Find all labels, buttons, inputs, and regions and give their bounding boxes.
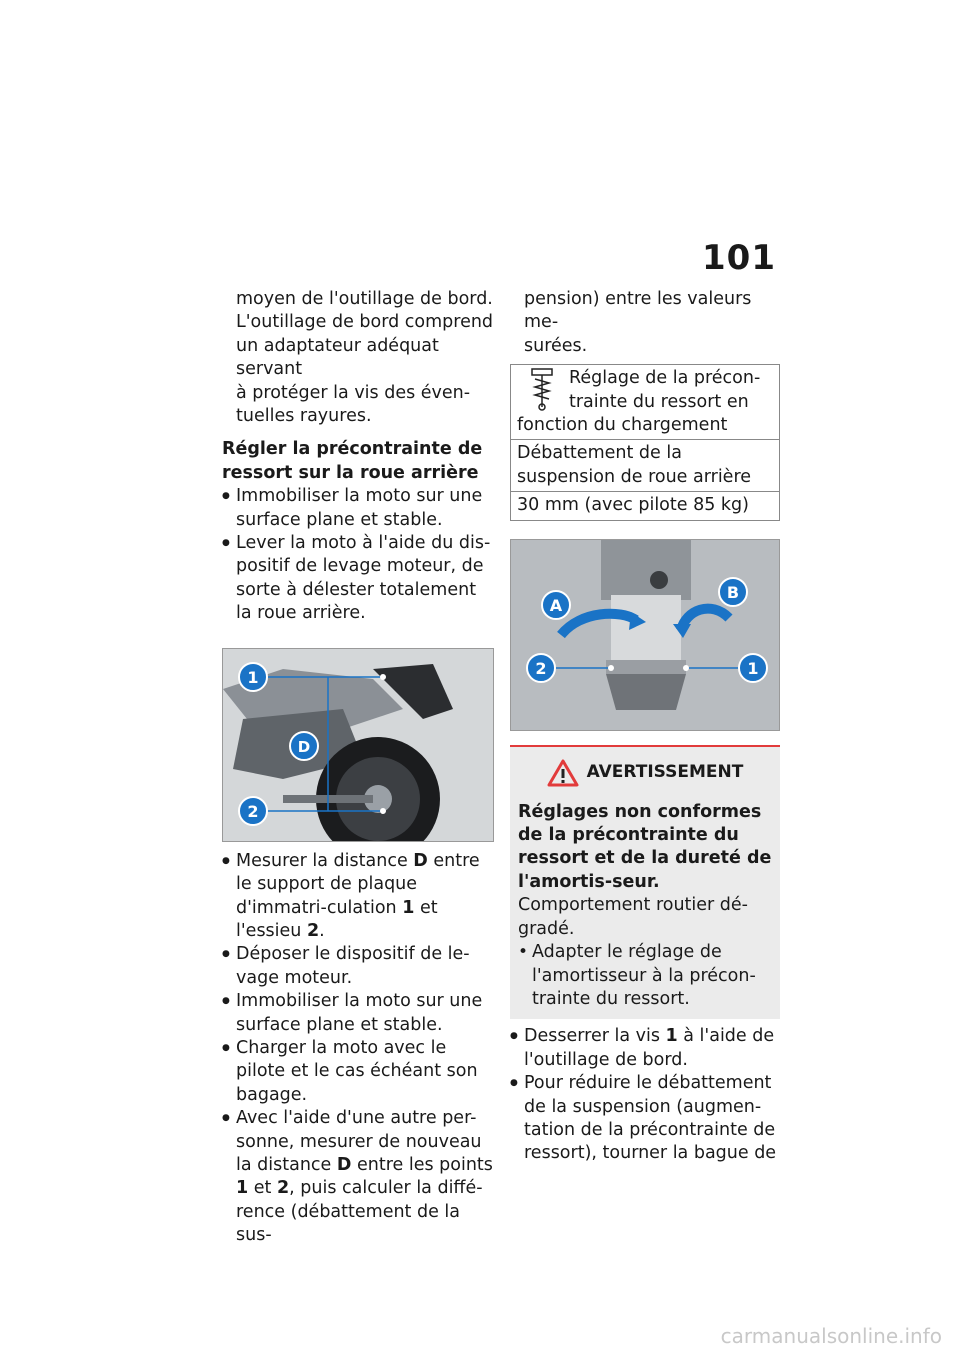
footer-watermark: carmanualsonline.info (720, 1324, 942, 1348)
list-item: ● Pour réduire le débattement de la suspension (augmen-tation de la précontrainte de ressort), tourner la bague de (510, 1072, 780, 1166)
svg-text:A: A (549, 595, 563, 615)
shock-absorber-photo (510, 539, 780, 731)
spec-row-travel: Débattement de la suspension de roue arrière (511, 440, 780, 492)
left-column (222, 288, 494, 1248)
label-1-badge (739, 654, 767, 682)
warning-box (510, 745, 780, 1020)
label-a-badge (542, 591, 570, 619)
warning-consequence: Comportement routier dé-gradé. (518, 895, 748, 939)
warning-actions (518, 941, 772, 1011)
list-item: ● Mesurer la distance D entre le support de plaque d'immatri-culation 1 et l'essieu 2. (222, 850, 494, 944)
continued-line-2: surées. (524, 335, 588, 356)
label-2-badge (527, 654, 555, 682)
intro-line-2: L'outillage de bord comprend (236, 312, 494, 333)
svg-text:D: D (297, 737, 311, 756)
svg-text:1: 1 (747, 658, 759, 678)
label-2-badge (239, 797, 267, 825)
svg-text:1: 1 (247, 667, 259, 687)
label-b-badge (719, 578, 747, 606)
list-item: ● Lever la moto à l'aide du dis-positif de levage moteur, de sorte à délester totalement la roue arrière. (222, 532, 494, 626)
list-item: ● Avec l'aide d'une autre per-sonne, mesurer de nouveau la distance D entre les points 1 et 2, puis calculer la diffé-rence (débattement de la sus- (222, 1107, 494, 1247)
spec-row-value: 30 mm (avec pilote 85 kg) (511, 492, 780, 520)
list-item: ● Déposer le dispositif de le-vage moteur. (222, 943, 494, 990)
section-heading: Régler la précontrainte de ressort sur la roue arrière (222, 439, 483, 483)
intro-line-4: à protéger la vis des éven- (236, 382, 471, 403)
list-item: ● Desserrer la vis 1 à l'aide de l'outillage de bord. (510, 1025, 780, 1072)
spec-table (510, 364, 780, 520)
intro-line-3: un adaptateur adéquat servant (236, 335, 439, 380)
warning-cause: Réglages non conformes de la précontrainte du ressort et de la dureté de l'amortis-seur. (518, 801, 772, 892)
warning-triangle-icon (547, 759, 579, 787)
continued-line-1: pension) entre les valeurs me- (524, 289, 752, 333)
list-item: ● Charger la moto avec le pilote et le cas échéant son bagage. (222, 1037, 494, 1107)
list-item: • Adapter le réglage de l'amortisseur à la précon-trainte du ressort. (518, 941, 772, 1011)
list-item: ● Immobiliser la moto sur une surface plane et stable. (222, 990, 494, 1037)
svg-text:B: B (726, 582, 740, 602)
bullet-list-2 (222, 850, 494, 1248)
bullet-list-3 (510, 1025, 780, 1165)
spring-preload-icon (527, 367, 557, 411)
spec-row-preload: Réglage de la précon-trainte du ressort en fonction du chargement (511, 365, 780, 440)
right-column (510, 288, 780, 1166)
bullet-list-1 (222, 485, 494, 625)
label-d-badge (290, 732, 318, 760)
page-number: 101 (702, 238, 776, 278)
intro-line-5: tuelles rayures. (236, 406, 372, 427)
svg-text:2: 2 (535, 658, 547, 678)
svg-text:2: 2 (247, 801, 259, 821)
intro-line-1: moyen de l'outillage de bord. (236, 289, 493, 309)
label-1-badge (239, 663, 267, 691)
warning-title: AVERTISSEMENT (518, 759, 772, 787)
list-item: ● Immobiliser la moto sur une surface plane et stable. (222, 485, 494, 532)
rear-wheel-photo (222, 648, 494, 842)
